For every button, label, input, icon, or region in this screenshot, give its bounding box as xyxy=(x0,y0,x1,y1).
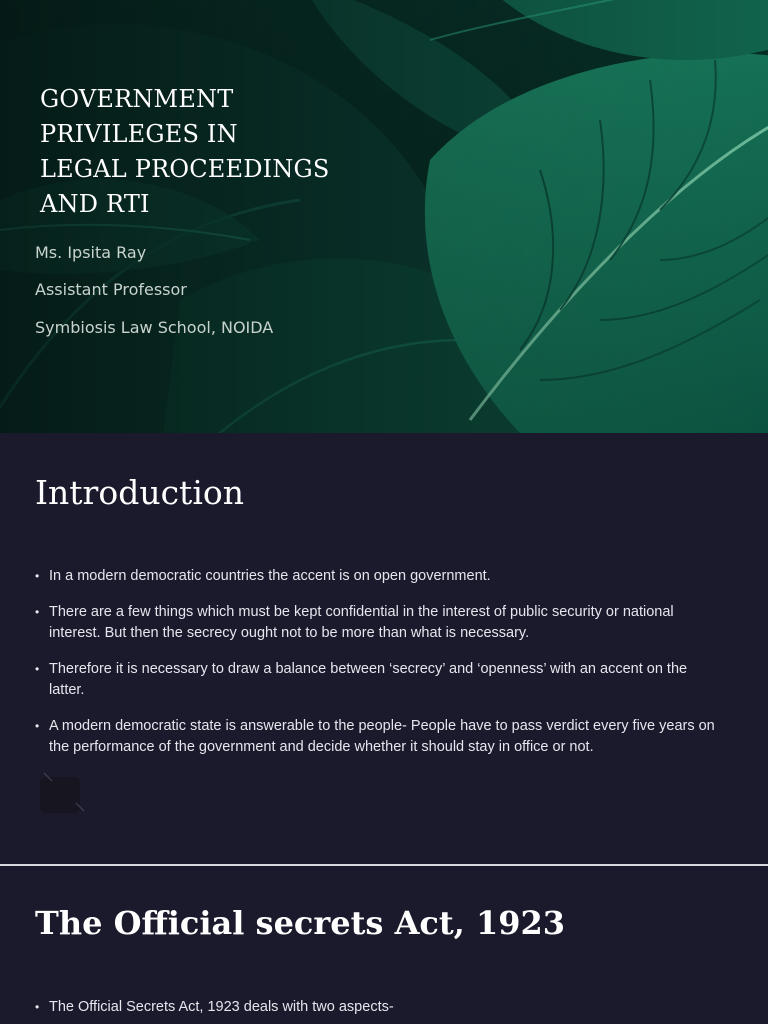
bullet-list xyxy=(35,566,725,773)
title-line: LEGAL PROCEEDINGS xyxy=(40,155,330,183)
bullet-text: Therefore it is necessary to draw a balance between ‘secrecy’ and ‘openness’ with an accent on the latter. xyxy=(49,660,688,698)
decorative-corner-mark xyxy=(38,771,90,817)
bullet-list xyxy=(35,997,725,1024)
bullet-text: In a modern democratic countries the accent is on open government. xyxy=(49,568,491,584)
title-line: AND RTI xyxy=(40,190,150,218)
title-line: PRIVILEGES IN xyxy=(40,120,238,148)
bullet-text: The Official Secrets Act, 1923 deals with two aspects- xyxy=(49,999,394,1015)
list-item xyxy=(35,566,725,588)
introduction-slide xyxy=(0,433,768,864)
title-slide xyxy=(0,0,768,433)
bullet-text: There are a few things which must be kept confidential in the interest of public security or national interest. But then the secrecy ought not to be more than what is necessary. xyxy=(49,603,674,641)
list-item xyxy=(35,997,725,1019)
bullet-text: A modern democratic state is answerable to the people- People have to pass verdict every five years on the performance of the government and decide whether it should stay in office or not. xyxy=(49,717,715,755)
bullet-marker: • xyxy=(35,661,40,676)
bullet-marker: • xyxy=(35,569,40,583)
bullet-marker: • xyxy=(35,604,40,619)
bullet-marker: • xyxy=(35,1000,40,1014)
bullet-marker: • xyxy=(35,718,40,733)
presenter-name: Ms. Ipsita Ray xyxy=(35,243,147,262)
list-item xyxy=(35,659,725,702)
presentation-title xyxy=(40,82,370,222)
list-item xyxy=(35,602,725,645)
official-secrets-act-slide xyxy=(0,866,768,1024)
presenter-institution: Symbiosis Law School, NOIDA xyxy=(35,318,274,337)
slide-heading: The Official secrets Act, 1923 xyxy=(35,904,565,942)
slide-heading: Introduction xyxy=(35,473,244,512)
title-line: GOVERNMENT xyxy=(40,85,234,113)
list-item xyxy=(35,716,725,759)
presenter-role: Assistant Professor xyxy=(35,280,187,299)
